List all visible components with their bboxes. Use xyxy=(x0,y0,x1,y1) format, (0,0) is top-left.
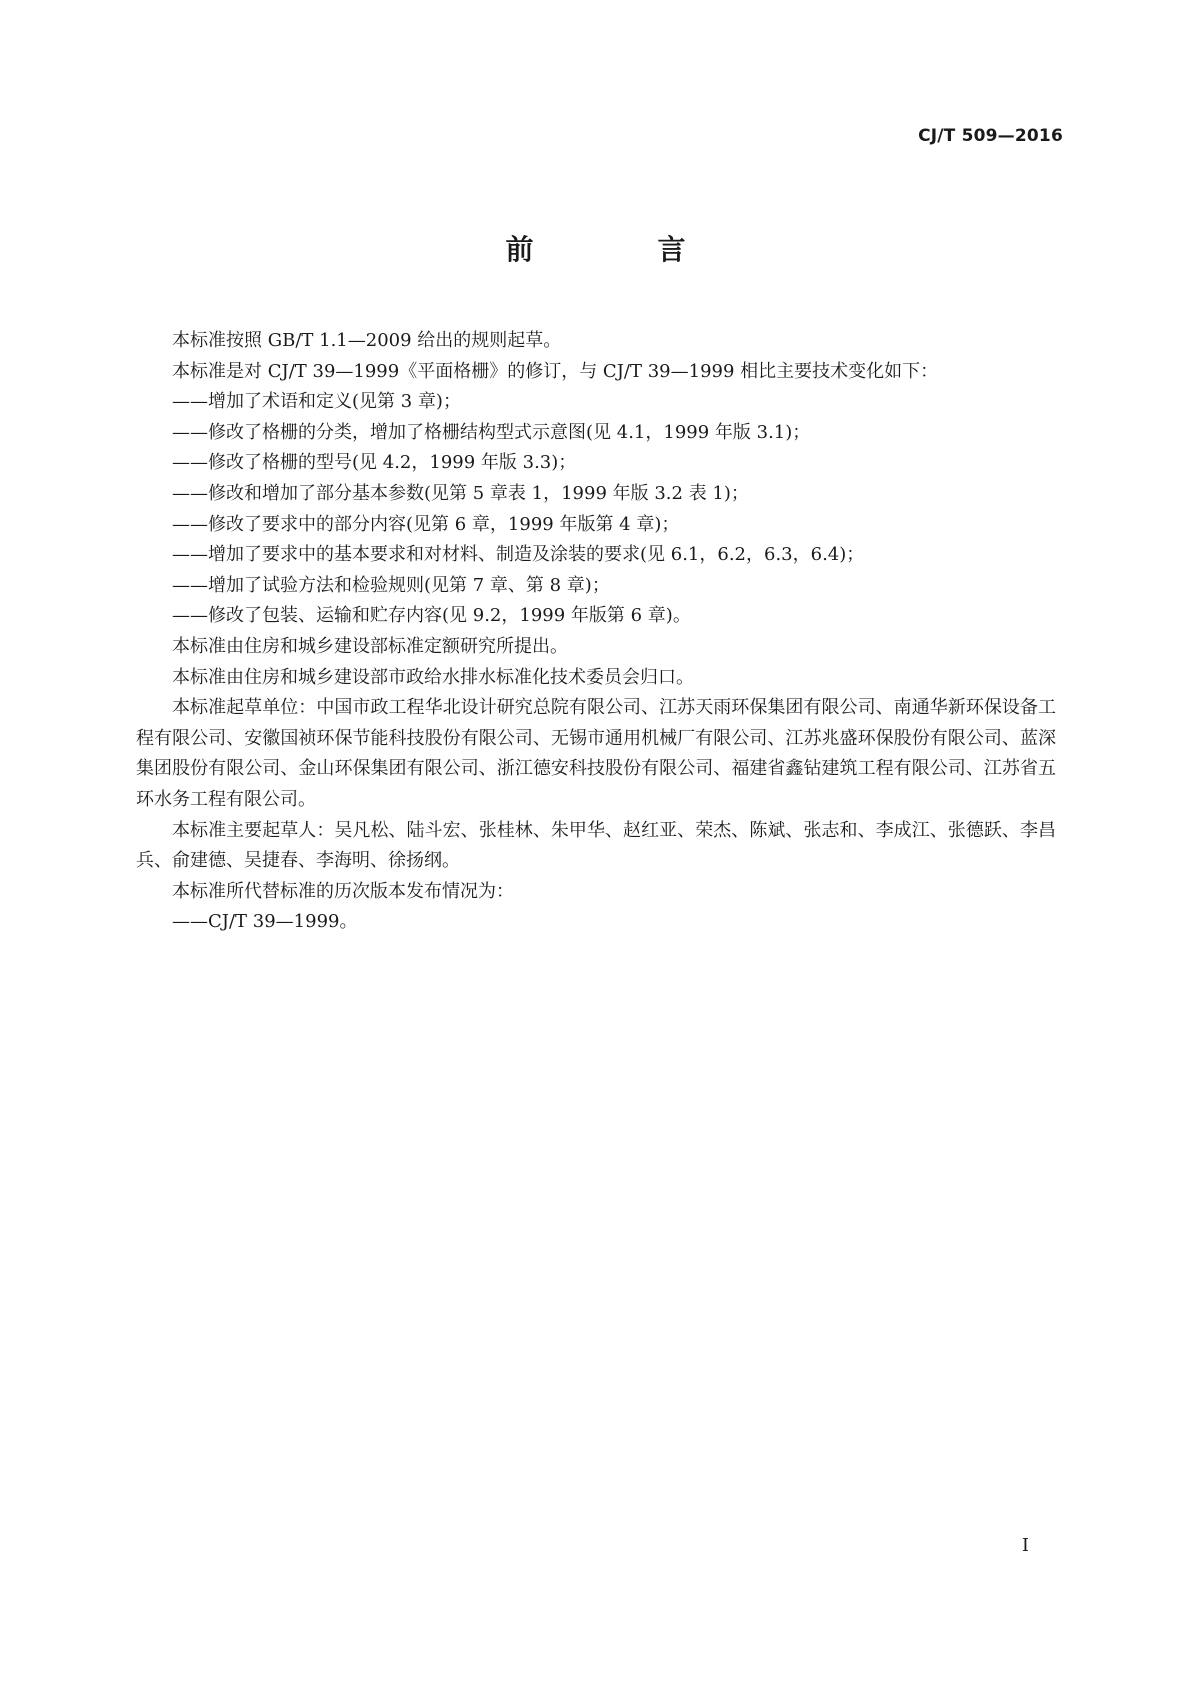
change-item: ——修改了包装、运输和贮存内容(见 9.2，1999 年版第 6 章)。 xyxy=(172,605,691,627)
change-item: ——修改了格栅的型号(见 4.2，1999 年版 3.3)； xyxy=(172,452,577,474)
paragraph-proposed-by: 本标准由住房和城乡建设部标准定额研究所提出。 xyxy=(172,635,568,657)
paragraph-previous-versions: 本标准所代替标准的历次版本发布情况为： xyxy=(172,880,514,902)
change-item: ——增加了术语和定义(见第 3 章)； xyxy=(172,391,461,413)
paragraph-drafters: 本标准主要起草人：吴凡松、陆斗宏、张桂林、朱甲华、赵红亚、荣杰、陈斌、张志和、李成江、张德跃、李昌兵、俞建德、吴捷春、李海明、徐扬纲。 xyxy=(136,819,1056,872)
change-item: ——修改了要求中的部分内容(见第 6 章，1999 年版第 4 章)； xyxy=(172,513,680,535)
change-item: ——修改和增加了部分基本参数(见第 5 章表 1，1999 年版 3.2 表 1)； xyxy=(172,482,749,504)
foreword-body xyxy=(136,326,1056,938)
paragraph-drafting-rules: 本标准按照 GB/T 1.1—2009 给出的规则起草。 xyxy=(172,330,562,351)
standard-code: CJ/T 509—2016 xyxy=(918,126,1063,146)
change-item: ——增加了要求中的基本要求和对材料、制造及涂装的要求(见 6.1，6.2，6.3，6.4)； xyxy=(172,544,865,566)
paragraph-revision-summary: 本标准是对 CJ/T 39—1999《平面格栅》的修订，与 CJ/T 39—1999 相比主要技术变化如下： xyxy=(172,360,939,382)
page-title: 前 言 xyxy=(505,233,734,266)
previous-version-item: ——CJ/T 39—1999。 xyxy=(172,911,358,933)
page-number: I xyxy=(1021,1535,1029,1556)
paragraph-drafting-units: 本标准起草单位：中国市政工程华北设计研究总院有限公司、江苏天雨环保集团有限公司、南通华新环保设备工程有限公司、安徽国祯环保节能科技股份有限公司、无锡市通用机械厂有限公司、江苏兆盛环保股份有限公司、蓝深集团股份有限公司、金山环保集团有限公司、浙江德安科技股份有限公司、福建省鑫钻建筑工程有限公司、江苏省五环水务工程有限公司。 xyxy=(136,697,1056,810)
paragraph-centralized-by: 本标准由住房和城乡建设部市政给水排水标准化技术委员会归口。 xyxy=(172,666,694,688)
change-item: ——增加了试验方法和检验规则(见第 7 章、第 8 章)； xyxy=(172,574,610,596)
change-item: ——修改了格栅的分类，增加了格栅结构型式示意图(见 4.1，1999 年版 3.1)； xyxy=(172,421,811,443)
